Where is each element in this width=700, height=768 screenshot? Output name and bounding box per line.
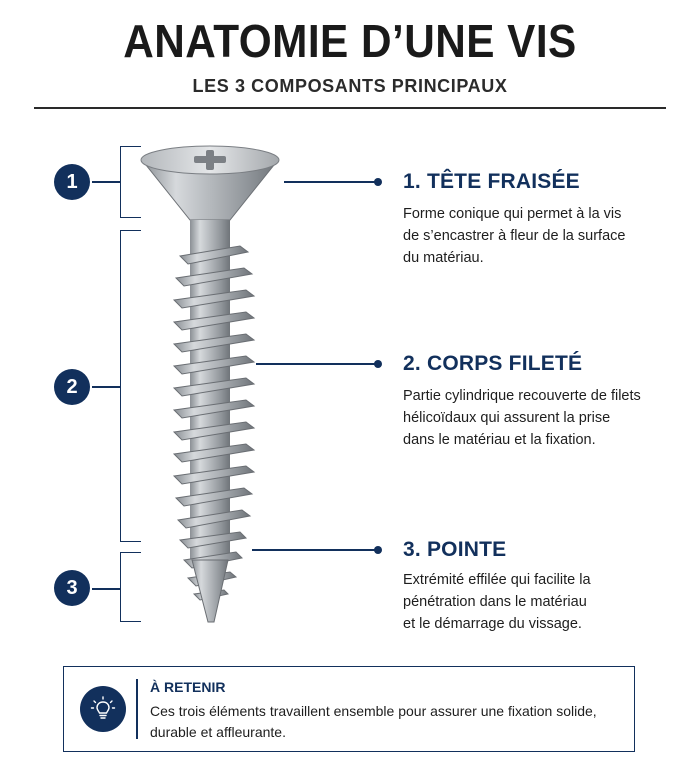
title-divider bbox=[34, 107, 666, 109]
section-body-desc bbox=[403, 385, 665, 451]
note-separator bbox=[136, 679, 138, 739]
page-subtitle: LES 3 COMPOSANTS PRINCIPAUX bbox=[192, 76, 508, 96]
desc-line: de s’encastrer à fleur de la surface bbox=[403, 228, 626, 244]
bracket-tip-tick bbox=[92, 588, 120, 590]
section-tip-title: 3. POINTE bbox=[403, 538, 507, 561]
section-head-title: 1. TÊTE FRAISÉE bbox=[403, 170, 580, 193]
callout-line-tip bbox=[252, 549, 378, 551]
screw-illustration bbox=[130, 136, 290, 636]
badge-head: 1 bbox=[54, 164, 90, 200]
callout-dot-head bbox=[374, 178, 382, 186]
desc-line: Partie cylindrique recouverte de filets bbox=[403, 388, 641, 404]
badge-tip: 3 bbox=[54, 570, 90, 606]
bracket-head-tick bbox=[92, 181, 120, 183]
callout-dot-tip bbox=[374, 546, 382, 554]
desc-line: du matériau. bbox=[403, 250, 484, 266]
section-head-desc bbox=[403, 203, 665, 269]
key-takeaway-box bbox=[63, 666, 635, 752]
desc-line: hélicoïdaux qui assurent la prise bbox=[403, 410, 611, 426]
callout-dot-body bbox=[374, 360, 382, 368]
note-text bbox=[150, 701, 620, 743]
page-title: ANATOMIE D’UNE VIS bbox=[123, 15, 577, 67]
desc-line: dans le matériau et la fixation. bbox=[403, 432, 596, 448]
note-title: À RETENIR bbox=[150, 679, 226, 695]
desc-line: Extrémité effilée qui facilite la bbox=[403, 572, 591, 588]
bracket-body-tick bbox=[92, 386, 120, 388]
callout-line-head bbox=[284, 181, 378, 183]
desc-line: et le démarrage du vissage. bbox=[403, 616, 582, 632]
lightbulb-icon bbox=[80, 686, 126, 732]
badge-body: 2 bbox=[54, 369, 90, 405]
section-tip-desc bbox=[403, 569, 665, 635]
note-line: Ces trois éléments travaillent ensemble pour assurer une fixation solide, bbox=[150, 703, 597, 719]
desc-line: pénétration dans le matériau bbox=[403, 594, 587, 610]
note-line: durable et affleurante. bbox=[150, 724, 286, 740]
callout-line-body bbox=[256, 363, 378, 365]
desc-line: Forme conique qui permet à la vis bbox=[403, 206, 622, 222]
section-body-title: 2. CORPS FILETÉ bbox=[403, 352, 583, 375]
